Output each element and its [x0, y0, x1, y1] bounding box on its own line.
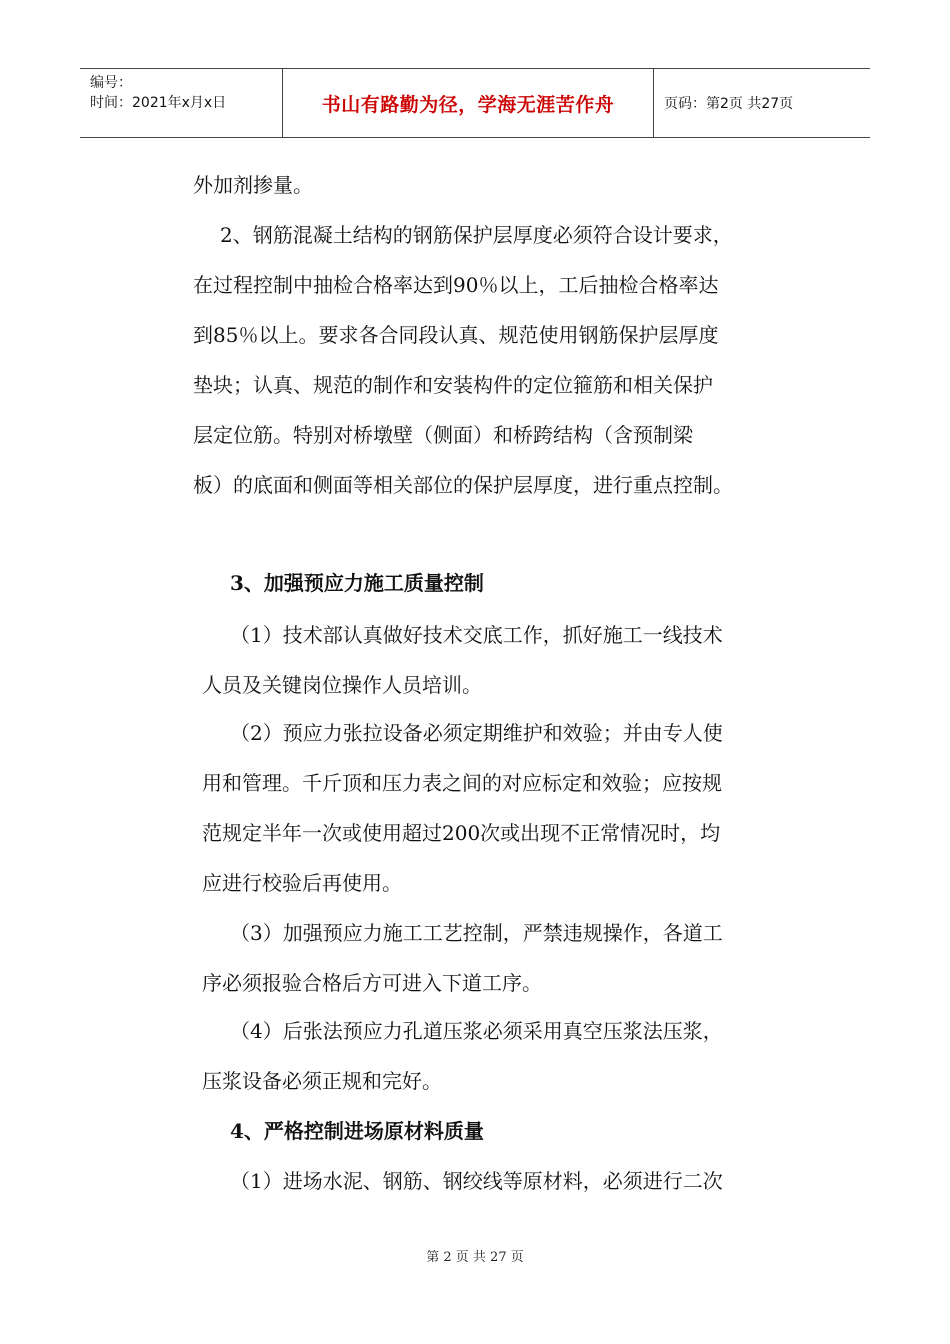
header-motto: 书山有路勤为径，学海无涯苦作舟: [321, 93, 615, 116]
section-heading: 3、加强预应力施工质量控制: [230, 571, 484, 595]
page-header: [80, 68, 870, 138]
body-line: 用和管理。千斤顶和压力表之间的对应标定和效验；应按规: [202, 771, 722, 795]
body-line: 到85％以上。要求各合同段认真、规范使用钢筋保护层厚度: [193, 323, 719, 347]
body-line: 外加剂掺量。: [193, 173, 313, 197]
body-line: 垫块；认真、规范的制作和安装构件的定位箍筋和相关保护: [193, 373, 713, 397]
body-line: 层定位筋。特别对桥墩壁（侧面）和桥跨结构（含预制梁: [193, 423, 693, 447]
document-number-label: 编号：: [90, 75, 132, 91]
body-line: 应进行校验后再使用。: [202, 871, 402, 895]
body-line: （1）进场水泥、钢筋、钢绞线等原材料，必须进行二次: [230, 1169, 723, 1193]
body-line: （1）技术部认真做好技术交底工作，抓好施工一线技术: [230, 623, 723, 647]
body-line: 范规定半年一次或使用超过200次或出现不正常情况时，均: [202, 821, 721, 845]
body-line: 板）的底面和侧面等相关部位的保护层厚度，进行重点控制。: [193, 473, 733, 497]
header-page-info-cell: [654, 69, 870, 137]
header-left-cell: [80, 69, 282, 137]
body-line: （3）加强预应力施工工艺控制，严禁违规操作，各道工: [230, 921, 723, 945]
document-time-label: 时间：2021年x月x日: [90, 95, 227, 111]
body-line: 序必须报验合格后方可进入下道工序。: [202, 971, 542, 995]
body-line: （4）后张法预应力孔道压浆必须采用真空压浆法压浆，: [230, 1019, 723, 1043]
body-line: 2、钢筋混凝土结构的钢筋保护层厚度必须符合设计要求，: [220, 223, 733, 247]
body-line: （2）预应力张拉设备必须定期维护和效验；并由专人使: [230, 721, 723, 745]
section-heading: 4、严格控制进场原材料质量: [230, 1119, 484, 1143]
header-page-info: 页码：第2页 共27页: [664, 96, 794, 112]
page-footer: 第 2 页 共 27 页: [426, 1250, 524, 1265]
body-line: 压浆设备必须正规和完好。: [202, 1069, 442, 1093]
body-line: 人员及关键岗位操作人员培训。: [202, 673, 482, 697]
header-motto-cell: [282, 69, 654, 137]
body-line: 在过程控制中抽检合格率达到90％以上，工后抽检合格率达: [193, 273, 719, 297]
